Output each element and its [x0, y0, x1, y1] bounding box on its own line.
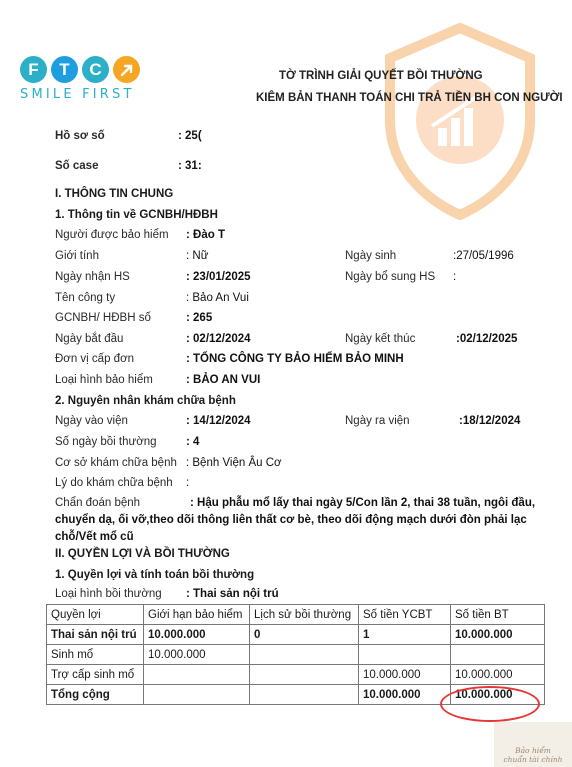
arrow-up-right-icon [113, 56, 140, 83]
chandoan-line-2: chuyển dạ, ối vỡ,theo dõi thông liên thất cơ bè, theo dõi động mạch dưới đòn phải lạc [55, 514, 527, 526]
table-cell [451, 645, 545, 665]
table-header-cell: Quyền lợi [47, 605, 144, 625]
ho-so-label: Hồ sơ số [55, 130, 105, 142]
nhanhs-value: : 23/01/2025 [186, 271, 251, 283]
loaihinh-label: Loại hình bảo hiểm [55, 374, 153, 386]
table-cell: 10.000.000 [451, 665, 545, 685]
ngaysinh-value: :27/05/1996 [453, 250, 514, 262]
section-1-sub1: 1. Thông tin về GCNBH/HĐBH [55, 209, 218, 221]
table-header-cell: Số tiền YCBT [359, 605, 451, 625]
logo-letter-t: T [51, 56, 78, 83]
ftc-logo [20, 56, 140, 102]
gioi-value: : Nữ [186, 250, 209, 262]
ketthuc-label: Ngày kết thúc [345, 333, 416, 345]
songay-value: : 4 [186, 436, 200, 448]
lydo-label: Lý do khám chữa bệnh [55, 477, 173, 489]
vaovien-label: Ngày vào viện [55, 415, 128, 427]
shield-watermark-icon [380, 20, 540, 225]
so-case-value: : 31: [178, 160, 202, 172]
so-case-label: Số case [55, 160, 99, 172]
table-cell [250, 665, 359, 685]
doc-title: TỜ TRÌNH GIẢI QUYẾT BỒI THƯỜNG [279, 70, 483, 82]
gcn-label: GCNBH/ HĐBH số [55, 312, 151, 324]
table-cell [250, 685, 359, 705]
loaihinh-value: : BẢO AN VUI [186, 374, 261, 386]
songay-label: Số ngày bồi thường [55, 436, 157, 448]
total-highlight-circle [440, 686, 540, 722]
chandoan-line-1: : Hậu phẫu mổ lấy thai ngày 5/Con lần 2, thai 38 tuần, ngôi đầu, [190, 497, 536, 509]
logo-letter-c: C [82, 56, 109, 83]
donvi-label: Đơn vị cấp đơn [55, 353, 135, 365]
vaovien-value: : 14/12/2024 [186, 415, 251, 427]
logo-letter-f: F [20, 56, 47, 83]
table-cell: Tổng cộng [47, 685, 144, 705]
nguoi-value: : Đào T [186, 229, 225, 241]
table-cell: Trợ cấp sinh mổ [47, 665, 144, 685]
table-cell: 10.000.000 [144, 625, 250, 645]
coso-label: Cơ sở khám chữa bệnh [55, 457, 177, 469]
nguoi-label: Người được bảo hiểm [55, 229, 169, 241]
chandoan-label: Chẩn đoán bệnh [55, 497, 141, 509]
table-header-cell: Giới hạn bảo hiểm [144, 605, 250, 625]
donvi-value: : TỔNG CÔNG TY BẢO HIỂM BẢO MINH [186, 353, 404, 365]
table-row [47, 665, 545, 685]
coso-value: : Bệnh Viện Âu Cơ [186, 457, 282, 469]
table-cell: 10.000.000 [359, 685, 451, 705]
table-cell [144, 665, 250, 685]
table-cell [250, 645, 359, 665]
corner-logo-line-2: chuẩn tài chính [503, 755, 563, 764]
section-1-sub2: 2. Nguyên nhân khám chữa bệnh [55, 395, 236, 407]
lydo-value: : [186, 477, 190, 489]
table-cell: 10.000.000 [359, 665, 451, 685]
table-row [47, 625, 545, 645]
table-cell: 10.000.000 [451, 685, 545, 705]
ravien-label: Ngày ra viện [345, 415, 410, 427]
nhanhs-label: Ngày nhận HS [55, 271, 130, 283]
logo-tagline: SMILE FIRST [20, 87, 135, 102]
ravien-value: :18/12/2024 [459, 415, 521, 427]
table-header-cell: Số tiền BT [451, 605, 545, 625]
ngaysinh-label: Ngày sinh [345, 250, 397, 262]
bosung-value: : [453, 271, 457, 283]
batdau-value: : 02/12/2024 [186, 333, 251, 345]
cty-label: Tên công ty [55, 292, 116, 304]
table-cell: 1 [359, 625, 451, 645]
table-cell [144, 685, 250, 705]
batdau-label: Ngày bắt đầu [55, 333, 124, 345]
table-cell: 0 [250, 625, 359, 645]
section-1-heading: I. THÔNG TIN CHUNG [55, 188, 174, 200]
table-cell [359, 645, 451, 665]
doc-subtitle: KIÊM BẢN THANH TOÁN CHI TRẢ TIỀN BH CON NGƯỜI [256, 92, 563, 104]
loaihinh-bt-label: Loại hình bồi thường [55, 588, 162, 600]
table-cell: 10.000.000 [144, 645, 250, 665]
table-header-cell: Lịch sử bồi thường [250, 605, 359, 625]
gioi-label: Giới tính [55, 250, 99, 262]
table-cell: 10.000.000 [451, 625, 545, 645]
section-2-heading: II. QUYỀN LỢI VÀ BỒI THƯỜNG [55, 548, 230, 560]
table-header-row [47, 605, 545, 625]
gcn-value: : 265 [186, 312, 213, 324]
ho-so-value: : 25( [178, 130, 202, 142]
chandoan-line-3: chỗ/Vết mổ cũ [55, 531, 134, 543]
ketthuc-value: :02/12/2025 [456, 333, 518, 345]
bosung-label: Ngày bổ sung HS [345, 271, 436, 283]
section-2-sub1: 1. Quyền lợi và tính toán bồi thường [55, 569, 255, 581]
corner-logo [494, 722, 572, 767]
table-row [47, 645, 545, 665]
table-cell: Sinh mổ [47, 645, 144, 665]
table-cell: Thai sản nội trú [47, 625, 144, 645]
loaihinh-bt-value: : Thai sản nội trú [186, 588, 279, 600]
cty-value: : Bảo An Vui [186, 292, 249, 304]
corner-logo-line-1: Bảo hiểm [515, 746, 551, 755]
